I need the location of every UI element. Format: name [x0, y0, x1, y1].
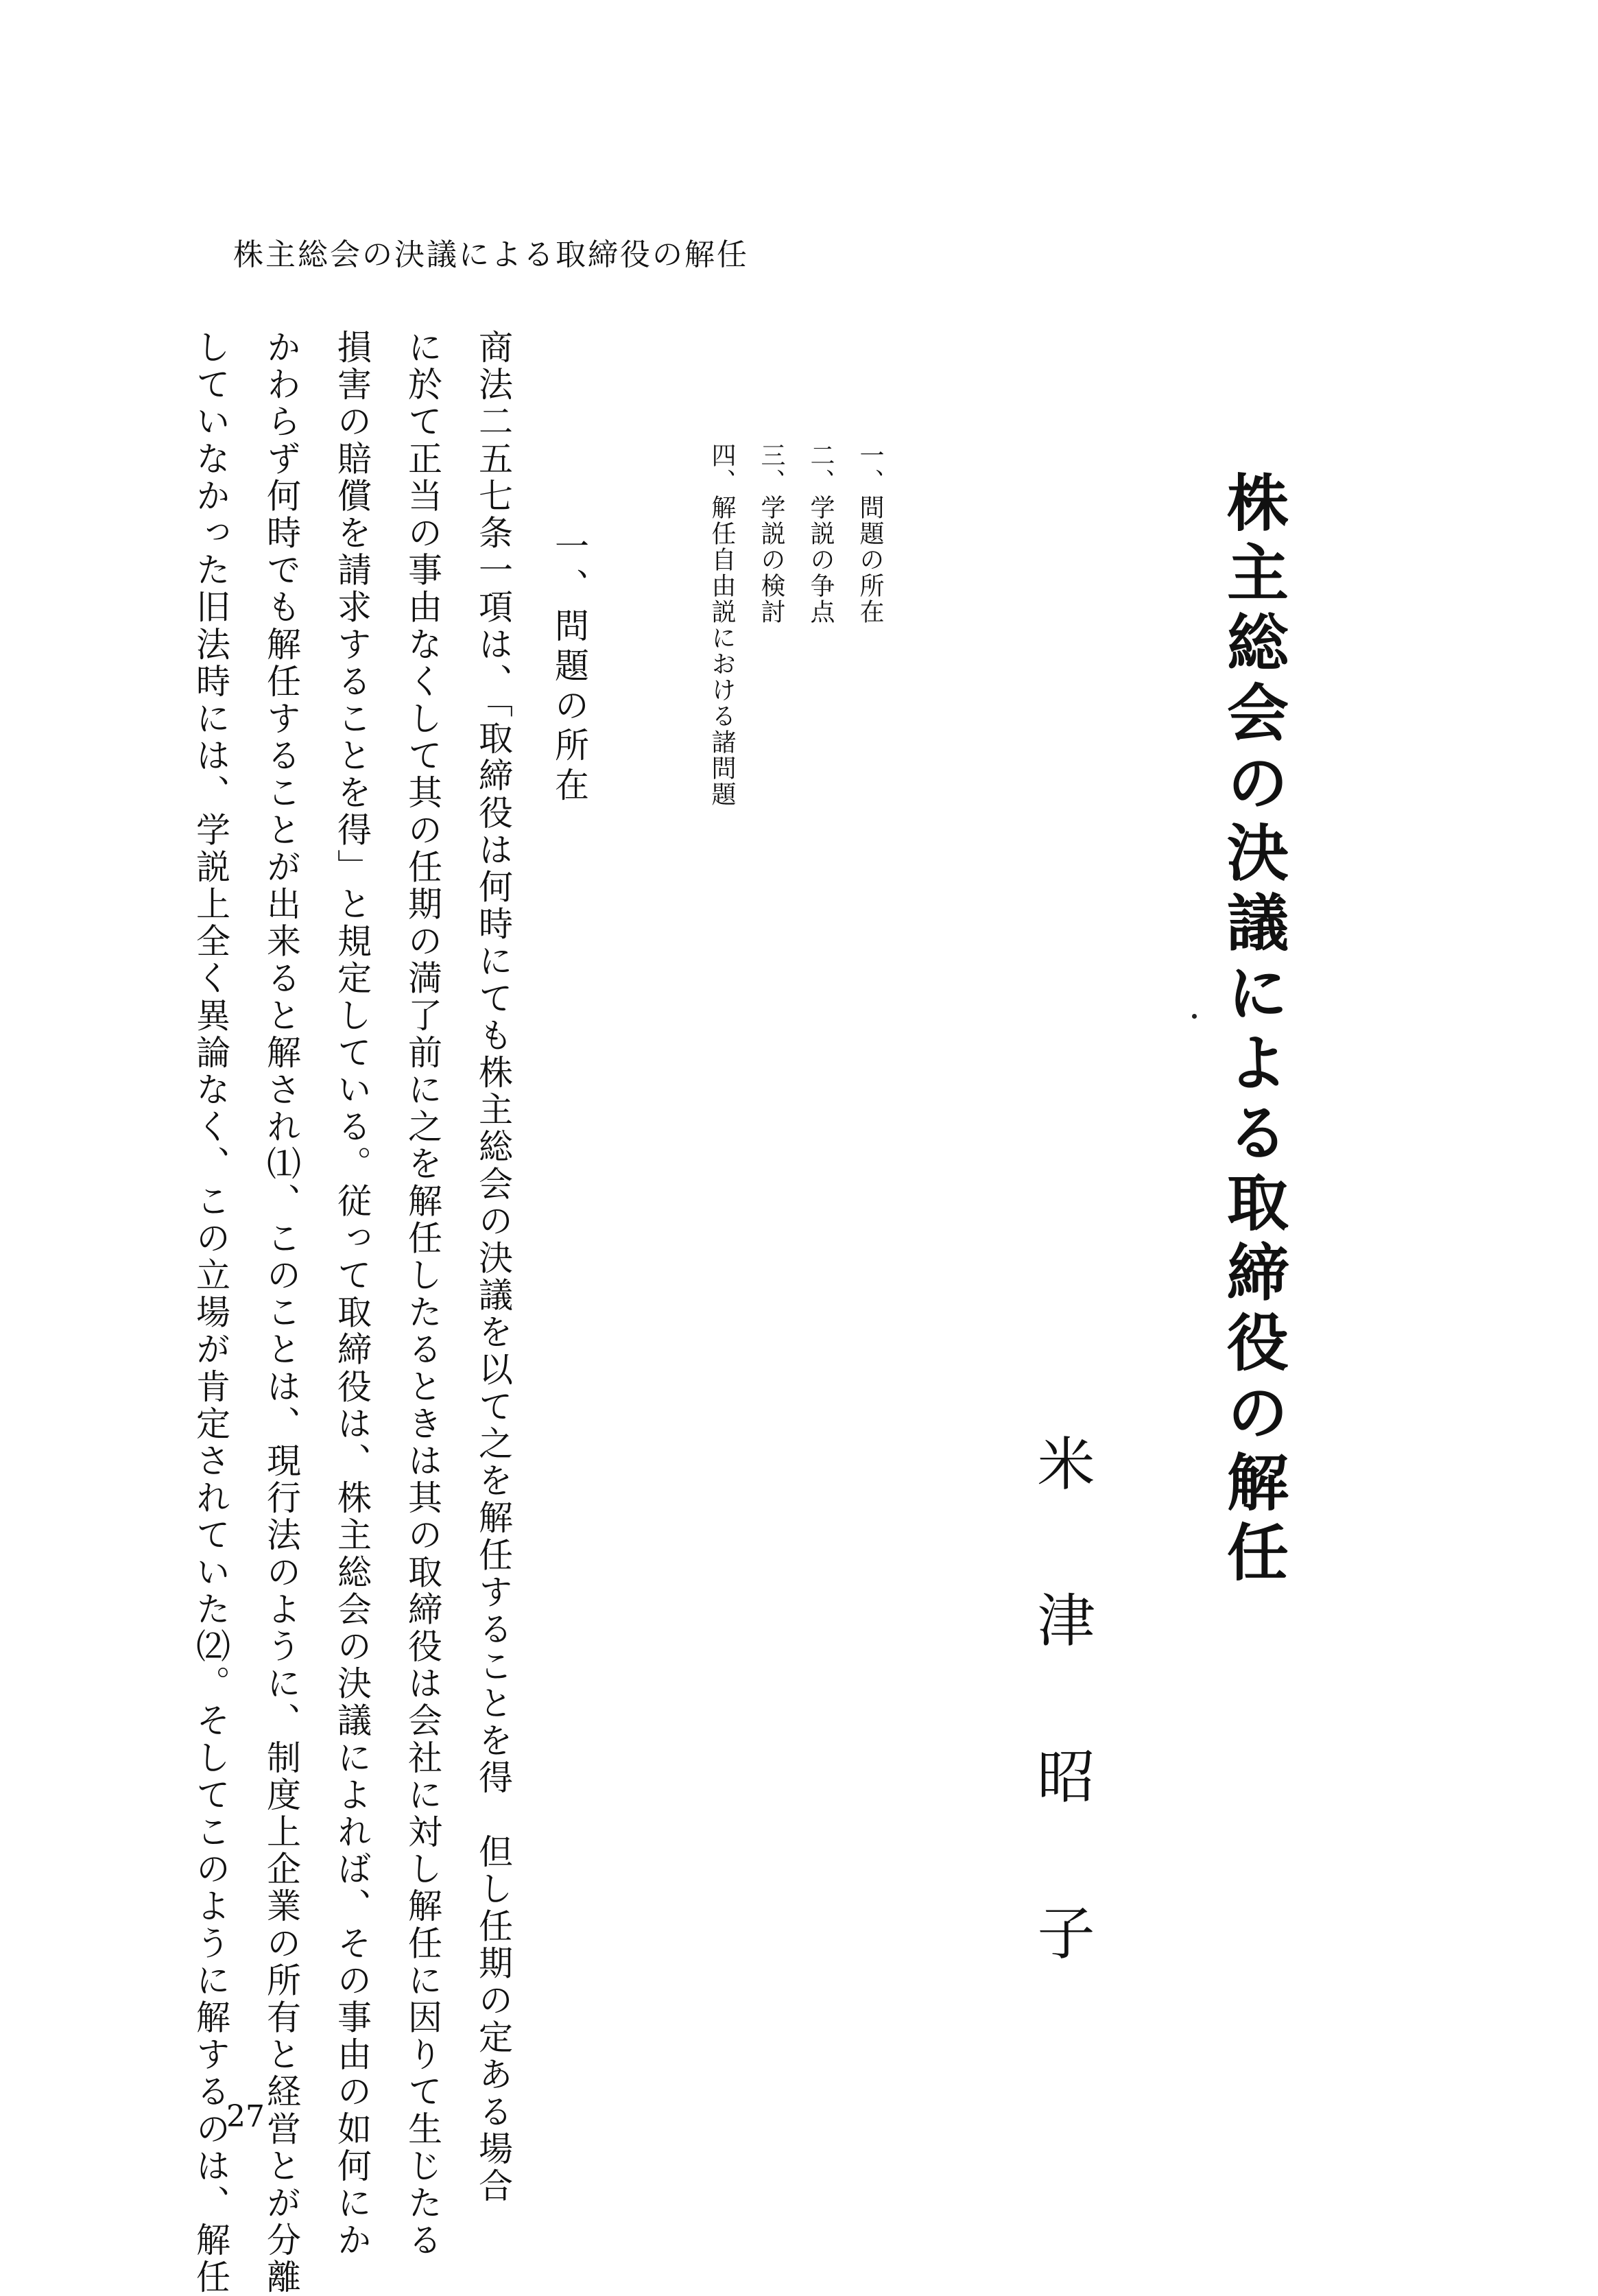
body-column: 損害の賠償を請求することを得」と規定している。従って取締役は、株主総会の決議によれば、その事由の如何にか: [332, 329, 372, 2260]
toc-item: 二、学説の争点: [807, 442, 835, 625]
body-column: に於て正当の事由なくして其の任期の満了前に之を解任したるときは其の取締役は会社に対し解任に因りて生じたる: [403, 329, 442, 2260]
body-column: かわらず何時でも解任することが出来ると解され⑴、このことは、現行法のように、制度上企業の所有と経営とが分離: [261, 329, 301, 2296]
table-of-contents: [706, 442, 885, 827]
body-column: 商法二五七条一項は、「取締役は何時にても株主総会の決議を以て之を解任することを得 但し任期の定ある場合: [473, 329, 513, 2205]
body-column: していなかった旧法時には、学説上全く異論なく、この立場が肯定されていた⑵。そしてこのように解するのは、解任: [191, 329, 230, 2296]
section-heading: 一、問題の所在: [549, 528, 589, 807]
running-header: 株主総会の決議による取締役の解任: [233, 237, 749, 272]
author-name: 米津昭子: [1028, 1434, 1095, 2059]
stray-mark: [1192, 1014, 1197, 1019]
toc-item: 一、問題の所在: [856, 442, 884, 625]
toc-item: 三、学説の検討: [757, 442, 785, 625]
page-number: 27: [226, 2099, 265, 2134]
toc-item: 四、解任自由説における諸問題: [708, 442, 736, 807]
article-title: 株主総会の決議による取締役の解任: [1216, 471, 1289, 1590]
